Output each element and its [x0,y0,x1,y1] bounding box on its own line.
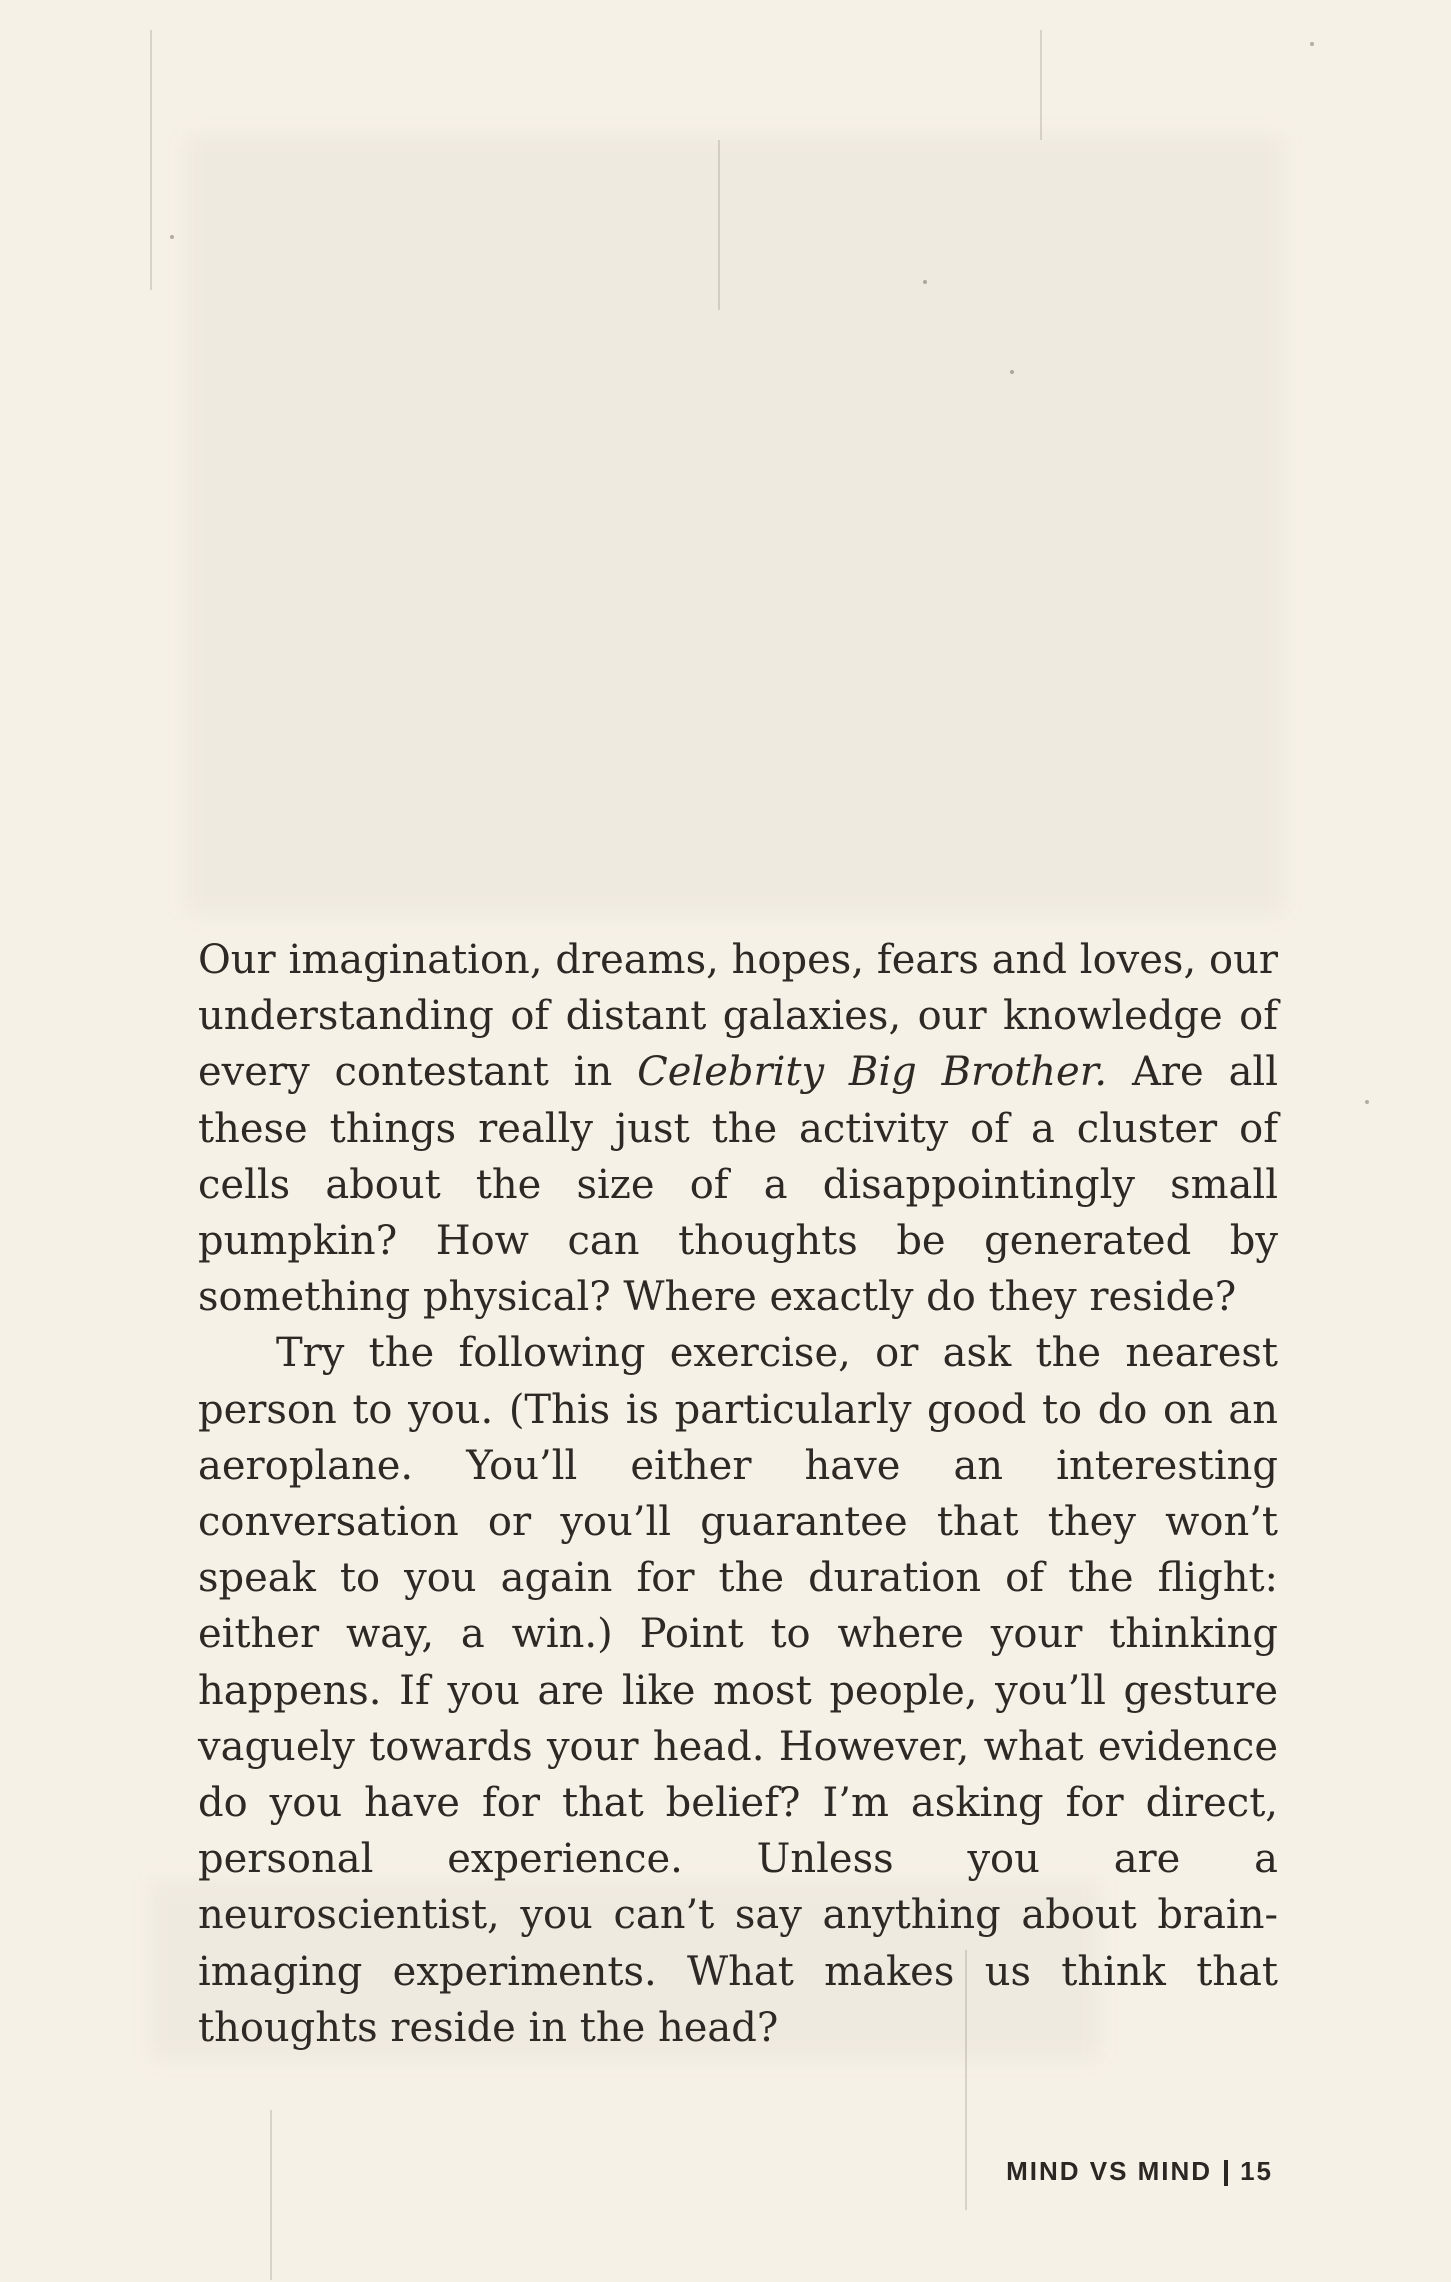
paragraph-1-text-end: Are all these things really just the activity of a cluster of cells about the size of a disappointingly small pumpkin? How can thoughts be generated by something physical? Where exactly do they reside? [198,1049,1279,1321]
page-footer [1006,2156,1273,2187]
book-title-italic: Celebrity Big Brother. [637,1049,1108,1096]
footer-divider [1224,2160,1228,2186]
dust-speck [1310,42,1314,46]
dust-speck [923,280,927,284]
show-through-text-shadow [185,135,1285,915]
scan-mark [1040,30,1042,140]
page-number: 15 [1240,2156,1273,2186]
dust-speck [1365,1100,1369,1104]
scan-mark [718,140,720,310]
dust-speck [1010,370,1014,374]
scan-mark [270,2110,272,2280]
paragraph-2: Try the following exercise, or ask the nearest person to you. (This is particularly good to do on an aeroplane. You’ll either have an interesting conversation or you’ll guarantee that they won’t speak to you again for the duration of the flight: either way, a win.) Point to where your thinking happens. If you are like most people, you’ll gesture vaguely towards your head. However, what evidence do you have for that belief? I’m asking for direct, personal experience. Unless you are a neuroscientist, you can’t say anything about brain-imaging experiments. What makes us think that thoughts reside in the head? [198,1330,1278,2051]
scan-mark [150,30,152,290]
paragraph-1 [198,932,1278,1325]
dust-speck [170,235,174,239]
running-section-title: MIND VS MIND [1006,2156,1213,2186]
paragraph-1-text-start: Our imagination, dreams, hopes, fears and loves, our understanding of distant galaxies, our knowledge of every contestant in [198,937,1278,1096]
body-text [198,932,1278,2056]
